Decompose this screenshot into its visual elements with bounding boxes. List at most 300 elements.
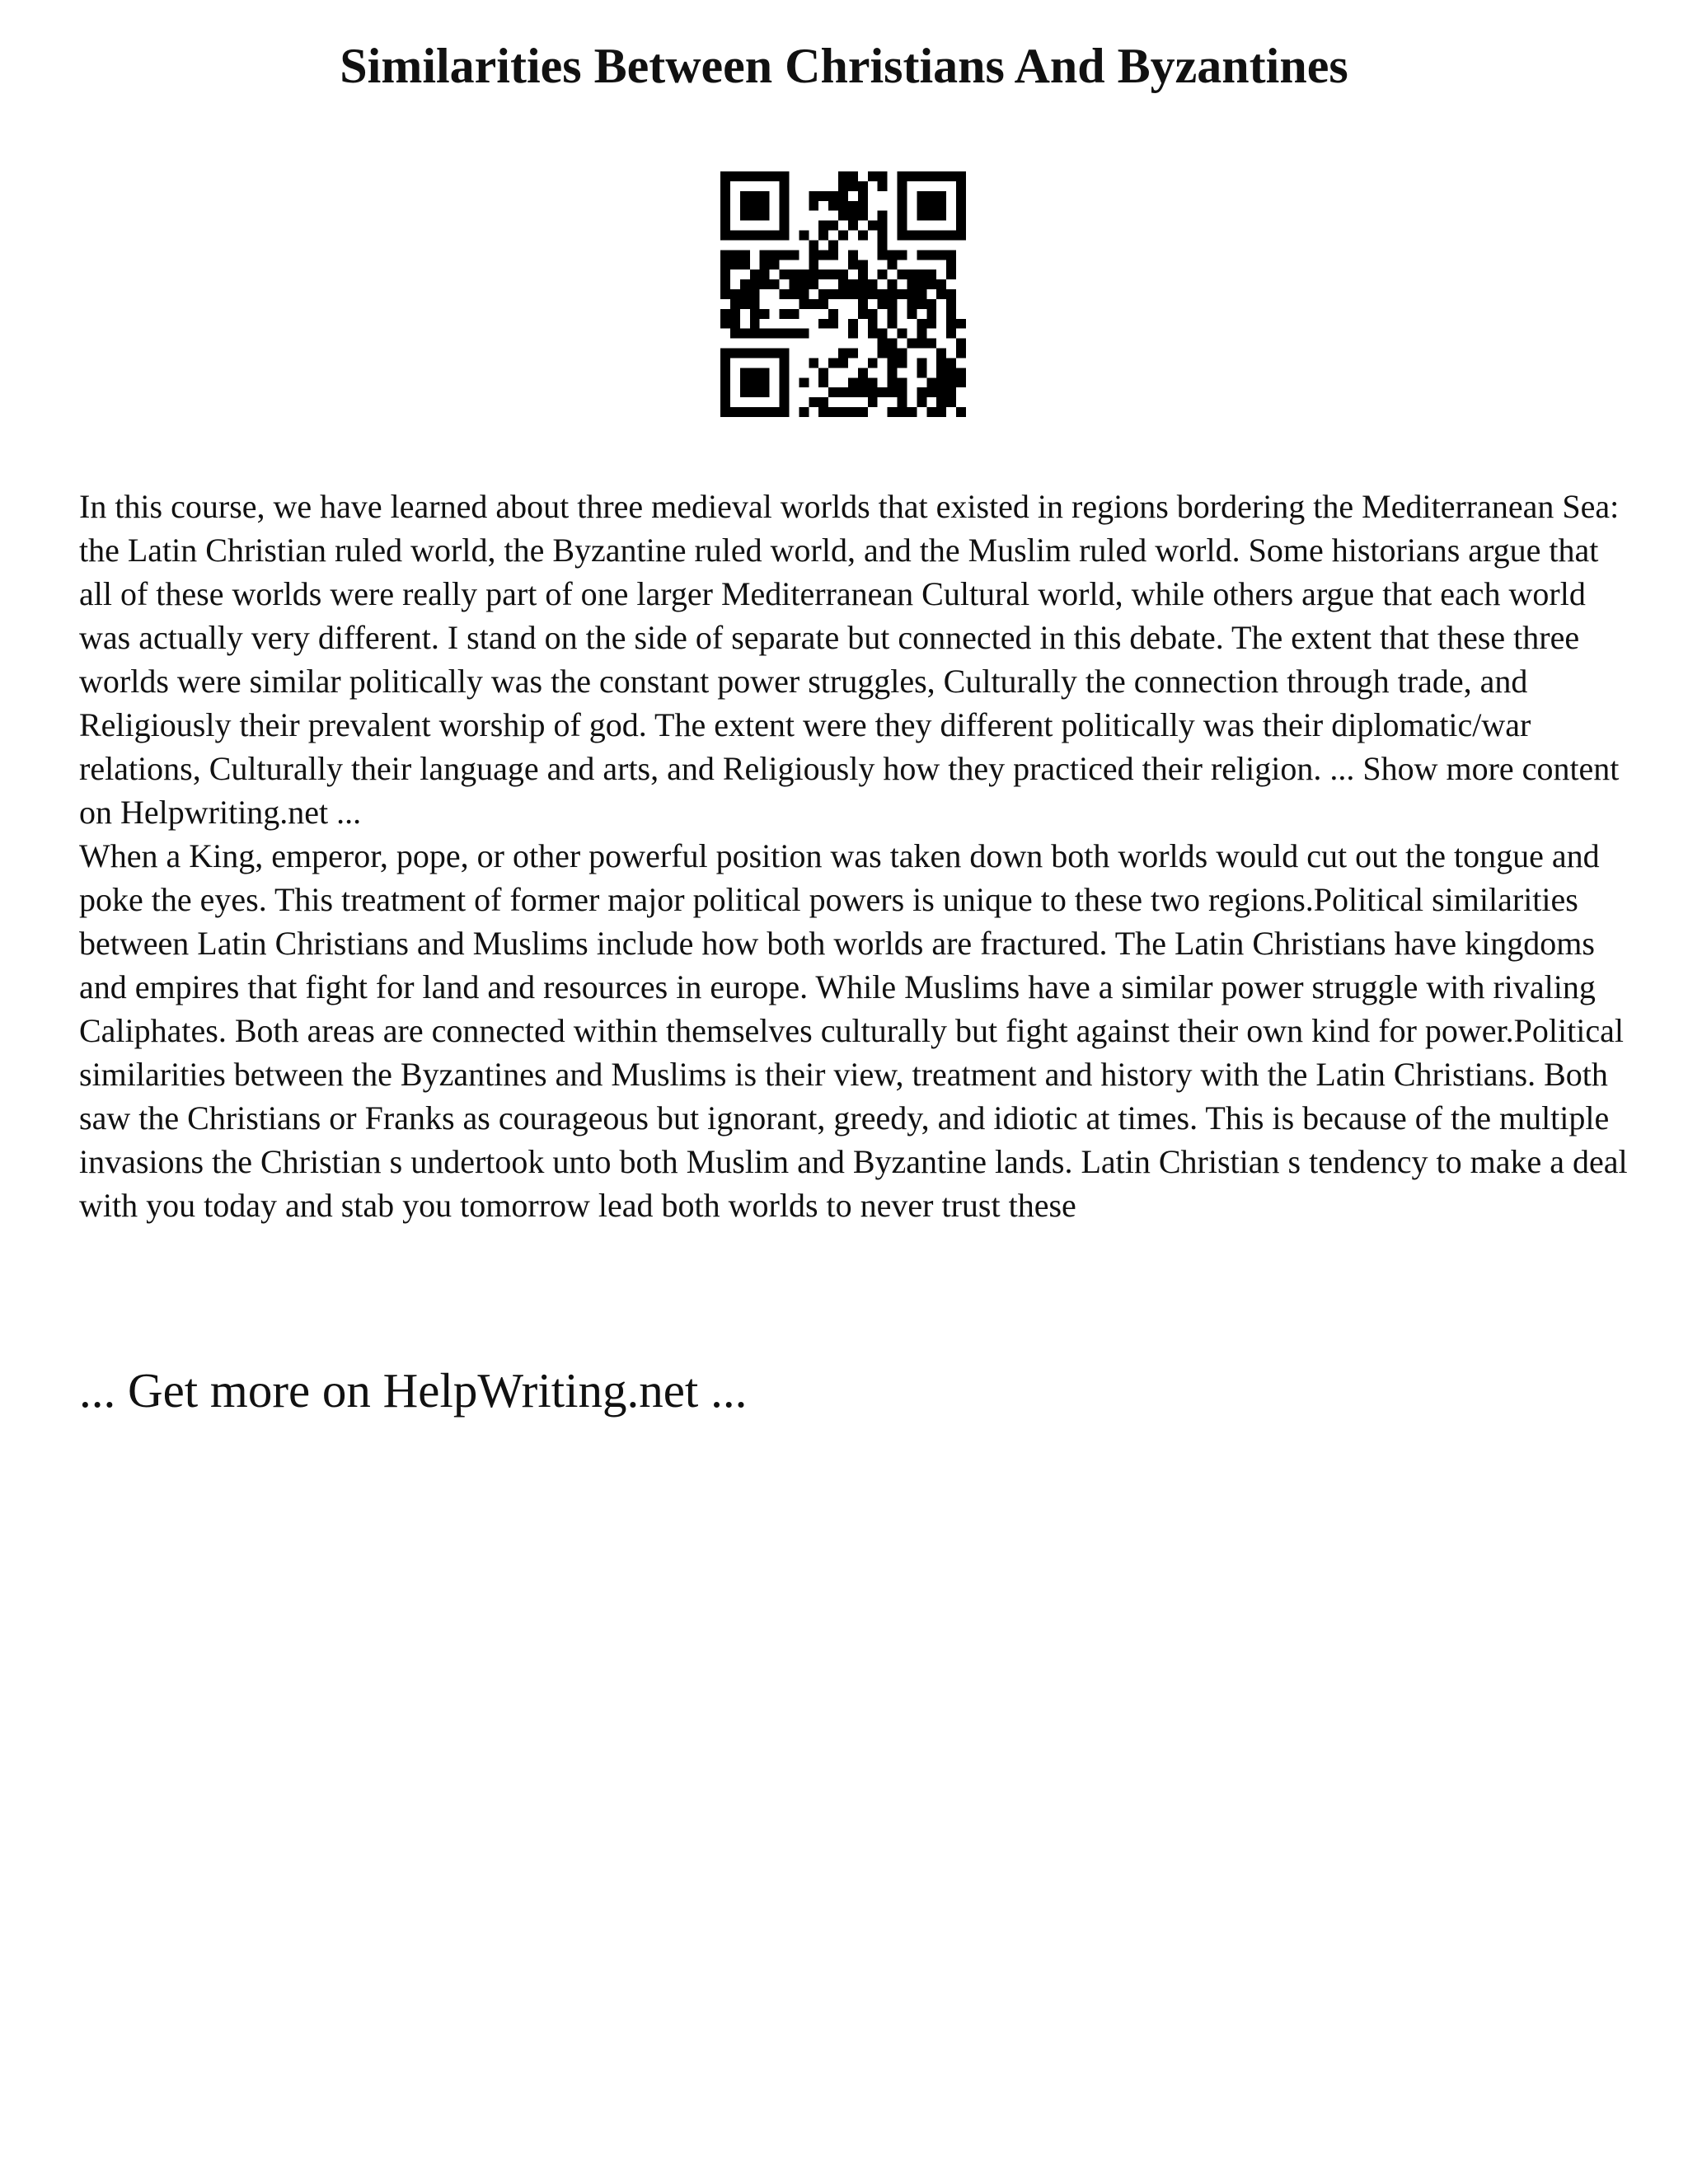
qr-module bbox=[750, 377, 760, 387]
qr-module bbox=[799, 329, 809, 339]
qr-module bbox=[848, 201, 858, 211]
qr-module bbox=[730, 260, 740, 269]
qr-module bbox=[740, 211, 750, 221]
qr-module bbox=[956, 201, 966, 211]
qr-module bbox=[720, 397, 730, 407]
qr-module bbox=[760, 309, 770, 319]
qr-module bbox=[720, 377, 730, 387]
qr-module bbox=[740, 289, 750, 299]
qr-module bbox=[868, 319, 878, 329]
qr-module bbox=[730, 250, 740, 260]
qr-module bbox=[917, 211, 926, 221]
qr-module bbox=[956, 368, 966, 377]
qr-module bbox=[789, 309, 799, 319]
qr-module bbox=[818, 397, 828, 407]
qr-code-icon bbox=[720, 171, 966, 417]
qr-module bbox=[888, 377, 898, 387]
qr-module bbox=[818, 299, 828, 309]
qr-module bbox=[926, 387, 936, 397]
qr-module bbox=[780, 377, 790, 387]
qr-module bbox=[799, 407, 809, 417]
qr-module bbox=[730, 299, 740, 309]
qr-module bbox=[888, 387, 898, 397]
qr-module bbox=[926, 201, 936, 211]
qr-module bbox=[858, 299, 868, 309]
qr-module bbox=[868, 397, 878, 407]
qr-module bbox=[780, 358, 790, 368]
qr-module bbox=[828, 319, 838, 329]
qr-module bbox=[907, 269, 917, 279]
qr-module bbox=[917, 250, 926, 260]
qr-module bbox=[868, 387, 878, 397]
qr-module bbox=[926, 377, 936, 387]
qr-module bbox=[848, 329, 858, 339]
qr-module bbox=[789, 329, 799, 339]
qr-module bbox=[848, 221, 858, 231]
qr-module bbox=[838, 387, 848, 397]
qr-module bbox=[740, 201, 750, 211]
qr-module bbox=[868, 358, 878, 368]
qr-module bbox=[898, 329, 907, 339]
qr-module bbox=[828, 387, 838, 397]
qr-module bbox=[898, 181, 907, 191]
qr-module bbox=[926, 231, 936, 241]
qr-module bbox=[956, 171, 966, 181]
qr-module bbox=[750, 171, 760, 181]
qr-module bbox=[956, 191, 966, 201]
qr-module bbox=[720, 181, 730, 191]
qr-module bbox=[740, 349, 750, 359]
qr-module bbox=[858, 387, 868, 397]
qr-module bbox=[818, 377, 828, 387]
article-body bbox=[79, 485, 1629, 1227]
qr-module bbox=[888, 250, 898, 260]
qr-module bbox=[888, 260, 898, 269]
qr-module bbox=[917, 279, 926, 289]
qr-module bbox=[780, 289, 790, 299]
qr-module bbox=[760, 191, 770, 201]
qr-module bbox=[740, 231, 750, 241]
qr-module bbox=[809, 299, 818, 309]
qr-module bbox=[780, 368, 790, 377]
qr-module bbox=[809, 240, 818, 250]
qr-module bbox=[907, 289, 917, 299]
qr-module bbox=[917, 299, 926, 309]
qr-module bbox=[888, 349, 898, 359]
qr-module bbox=[878, 289, 888, 299]
qr-module bbox=[720, 231, 730, 241]
qr-module bbox=[750, 279, 760, 289]
qr-module bbox=[868, 221, 878, 231]
qr-module bbox=[750, 289, 760, 299]
qr-module bbox=[848, 349, 858, 359]
qr-module bbox=[868, 377, 878, 387]
qr-module bbox=[868, 289, 878, 299]
qr-module bbox=[770, 231, 780, 241]
qr-module bbox=[888, 368, 898, 377]
qr-module bbox=[917, 191, 926, 201]
qr-module bbox=[809, 201, 818, 211]
qr-module bbox=[809, 269, 818, 279]
qr-module bbox=[946, 329, 956, 339]
qr-module bbox=[828, 191, 838, 201]
qr-module bbox=[740, 250, 750, 260]
qr-module bbox=[898, 250, 907, 260]
qr-module bbox=[936, 231, 946, 241]
qr-module bbox=[828, 221, 838, 231]
qr-module bbox=[936, 397, 946, 407]
qr-module bbox=[926, 191, 936, 201]
qr-module bbox=[809, 250, 818, 260]
qr-module bbox=[838, 289, 848, 299]
qr-module bbox=[946, 309, 956, 319]
qr-module bbox=[750, 201, 760, 211]
qr-module bbox=[868, 279, 878, 289]
qr-module bbox=[720, 289, 730, 299]
qr-module bbox=[720, 269, 730, 279]
qr-module bbox=[917, 368, 926, 377]
qr-module bbox=[898, 377, 907, 387]
qr-module bbox=[858, 289, 868, 299]
qr-module bbox=[740, 368, 750, 377]
qr-module bbox=[750, 368, 760, 377]
qr-module bbox=[838, 358, 848, 368]
qr-module bbox=[780, 250, 790, 260]
paragraph-intro: In this course, we have learned about three medieval worlds that existed in regions bordering the Mediterranean Sea: the Latin Christian ruled world, the Byzantine ruled world, and the Muslim ruled world. Some historians argue that all of these worlds were really part of one larger Mediterranean Cultural world, while others argue that each world was actually very different. I stand on the side of separate but connected in this debate. The extent that these three worlds were similar politically was the constant power struggles, Culturally the connection through trade, and Religiously their prevalent worship of god. The extent were they different politically was their diplomatic/war relations, Culturally their language and arts, and Religiously how they practiced their religion. ... Show more content on Helpwriting.net ... bbox=[79, 488, 1620, 831]
qr-module bbox=[926, 309, 936, 319]
qr-module bbox=[898, 211, 907, 221]
qr-module bbox=[946, 250, 956, 260]
qr-module bbox=[760, 250, 770, 260]
qr-module bbox=[878, 269, 888, 279]
qr-module bbox=[770, 329, 780, 339]
qr-module bbox=[878, 339, 888, 349]
qr-module bbox=[926, 407, 936, 417]
qr-module bbox=[917, 201, 926, 211]
qr-module bbox=[878, 250, 888, 260]
qr-module bbox=[936, 191, 946, 201]
qr-module bbox=[898, 171, 907, 181]
qr-module bbox=[760, 211, 770, 221]
qr-module bbox=[750, 387, 760, 397]
qr-module bbox=[780, 201, 790, 211]
qr-module bbox=[799, 269, 809, 279]
qr-module bbox=[730, 319, 740, 329]
paragraph-similarities: When a King, emperor, pope, or other powerful position was taken down both worlds would cut out the tongue and poke the eyes. This treatment of former major political powers is unique to these two regions.Political similarities between Latin Christians and Muslims include how both worlds are fractured. The Latin Christians have kingdoms and empires that fight for land and resources in europe. While Muslims have a similar power struggle with rivaling Caliphates. Both areas are connected within themselves culturally but fight against their own kind for power.Political similarities between the Byzantines and Muslims is their view, treatment and history with the Latin Christians. Both saw the Christians or Franks as courageous but ignorant, greedy, and idiotic at times. This is because of the multiple invasions the Christian s undertook unto both Muslim and Byzantine lands. Latin Christian s tendency to make a deal with you today and stab you tomorrow lead both worlds to never trust these bbox=[79, 837, 1628, 1224]
qr-module bbox=[838, 349, 848, 359]
qr-module bbox=[848, 250, 858, 260]
qr-module bbox=[828, 358, 838, 368]
qr-module bbox=[720, 387, 730, 397]
qr-module bbox=[858, 231, 868, 241]
qr-module bbox=[898, 407, 907, 417]
qr-module bbox=[956, 181, 966, 191]
qr-module bbox=[720, 211, 730, 221]
qr-module bbox=[720, 250, 730, 260]
qr-module bbox=[828, 250, 838, 260]
qr-module bbox=[858, 260, 868, 269]
qr-module bbox=[858, 407, 868, 417]
qr-module bbox=[858, 191, 868, 201]
qr-module bbox=[838, 181, 848, 191]
qr-module bbox=[799, 279, 809, 289]
qr-module bbox=[760, 171, 770, 181]
qr-module bbox=[799, 231, 809, 241]
qr-module bbox=[780, 407, 790, 417]
qr-module bbox=[828, 407, 838, 417]
qr-module bbox=[888, 339, 898, 349]
qr-module bbox=[740, 329, 750, 339]
qr-module bbox=[936, 368, 946, 377]
qr-module bbox=[917, 289, 926, 299]
qr-module bbox=[809, 397, 818, 407]
qr-module bbox=[799, 299, 809, 309]
qr-module bbox=[809, 191, 818, 201]
qr-module bbox=[868, 329, 878, 339]
qr-module bbox=[917, 339, 926, 349]
qr-module bbox=[956, 231, 966, 241]
qr-module bbox=[720, 201, 730, 211]
qr-module bbox=[946, 319, 956, 329]
qr-module bbox=[848, 377, 858, 387]
qr-module bbox=[720, 368, 730, 377]
qr-module bbox=[946, 368, 956, 377]
qr-module bbox=[878, 349, 888, 359]
qr-module bbox=[898, 397, 907, 407]
qr-module bbox=[809, 358, 818, 368]
qr-module bbox=[780, 269, 790, 279]
qr-module bbox=[926, 250, 936, 260]
qr-module bbox=[818, 368, 828, 377]
qr-module bbox=[720, 358, 730, 368]
qr-module bbox=[818, 231, 828, 241]
qr-module bbox=[936, 358, 946, 368]
qr-module bbox=[878, 231, 888, 241]
qr-module bbox=[828, 269, 838, 279]
qr-module bbox=[956, 407, 966, 417]
qr-module bbox=[760, 387, 770, 397]
qr-module bbox=[878, 181, 888, 191]
qr-module bbox=[818, 191, 828, 201]
qr-module bbox=[828, 201, 838, 211]
qr-module bbox=[888, 319, 898, 329]
qr-module bbox=[898, 349, 907, 359]
qr-module bbox=[956, 211, 966, 221]
qr-module bbox=[760, 201, 770, 211]
qr-module bbox=[770, 349, 780, 359]
qr-module bbox=[917, 231, 926, 241]
qr-module bbox=[946, 377, 956, 387]
qr-module bbox=[740, 377, 750, 387]
qr-module bbox=[936, 289, 946, 299]
qr-module bbox=[907, 299, 917, 309]
qr-module bbox=[878, 299, 888, 309]
qr-module bbox=[848, 171, 858, 181]
qr-module bbox=[818, 289, 828, 299]
qr-module bbox=[956, 349, 966, 359]
qr-module bbox=[936, 250, 946, 260]
qr-module bbox=[730, 329, 740, 339]
qr-module bbox=[838, 191, 848, 201]
qr-module bbox=[946, 260, 956, 269]
qr-module bbox=[828, 309, 838, 319]
qr-module bbox=[780, 397, 790, 407]
qr-module bbox=[780, 349, 790, 359]
qr-module bbox=[956, 319, 966, 329]
qr-module bbox=[888, 289, 898, 299]
qr-module bbox=[760, 279, 770, 289]
qr-module bbox=[760, 407, 770, 417]
qr-module bbox=[740, 191, 750, 201]
qr-module bbox=[926, 319, 936, 329]
qr-module bbox=[898, 269, 907, 279]
qr-module bbox=[750, 191, 760, 201]
qr-module bbox=[858, 211, 868, 221]
get-more-link[interactable]: ... Get more on HelpWriting.net ... bbox=[79, 1363, 748, 1418]
qr-module bbox=[780, 211, 790, 221]
qr-module bbox=[809, 279, 818, 289]
qr-module bbox=[946, 299, 956, 309]
qr-module bbox=[750, 407, 760, 417]
qr-module bbox=[838, 211, 848, 221]
qr-module bbox=[740, 279, 750, 289]
qr-module bbox=[917, 397, 926, 407]
qr-module bbox=[760, 329, 770, 339]
qr-module bbox=[760, 269, 770, 279]
qr-module bbox=[760, 349, 770, 359]
qr-module bbox=[740, 299, 750, 309]
qr-module bbox=[838, 231, 848, 241]
qr-module bbox=[780, 181, 790, 191]
qr-module bbox=[878, 387, 888, 397]
qr-module bbox=[789, 250, 799, 260]
qr-module bbox=[789, 269, 799, 279]
qr-module bbox=[926, 279, 936, 289]
qr-module bbox=[868, 309, 878, 319]
qr-module bbox=[848, 319, 858, 329]
qr-module bbox=[878, 221, 888, 231]
qr-module bbox=[838, 407, 848, 417]
qr-module bbox=[750, 329, 760, 339]
qr-module bbox=[720, 260, 730, 269]
qr-module bbox=[780, 231, 790, 241]
qr-module bbox=[720, 171, 730, 181]
qr-module bbox=[848, 260, 858, 269]
qr-module bbox=[720, 191, 730, 201]
qr-module bbox=[936, 279, 946, 289]
qr-module bbox=[898, 358, 907, 368]
qr-module bbox=[917, 319, 926, 329]
qr-module bbox=[789, 289, 799, 299]
qr-module bbox=[858, 269, 868, 279]
page-title: Similarities Between Christians And Byzantines bbox=[340, 39, 1348, 93]
qr-module bbox=[760, 260, 770, 269]
qr-module bbox=[878, 211, 888, 221]
qr-module bbox=[838, 279, 848, 289]
qr-module bbox=[818, 407, 828, 417]
qr-module bbox=[898, 387, 907, 397]
qr-module bbox=[770, 171, 780, 181]
qr-module bbox=[760, 368, 770, 377]
qr-module bbox=[720, 279, 730, 289]
qr-module bbox=[858, 368, 868, 377]
qr-module bbox=[730, 349, 740, 359]
qr-module bbox=[730, 289, 740, 299]
qr-module bbox=[799, 377, 809, 387]
qr-module bbox=[780, 387, 790, 397]
qr-module bbox=[926, 269, 936, 279]
qr-module bbox=[956, 221, 966, 231]
qr-module bbox=[878, 171, 888, 181]
qr-module bbox=[720, 319, 730, 329]
qr-module bbox=[720, 221, 730, 231]
qr-module bbox=[730, 309, 740, 319]
qr-module bbox=[858, 279, 868, 289]
qr-module bbox=[858, 377, 868, 387]
qr-module bbox=[818, 269, 828, 279]
qr-module bbox=[888, 407, 898, 417]
qr-module bbox=[848, 387, 858, 397]
qr-module bbox=[898, 221, 907, 231]
qr-module bbox=[740, 260, 750, 269]
qr-module bbox=[888, 299, 898, 309]
qr-module bbox=[828, 240, 838, 250]
qr-module bbox=[926, 339, 936, 349]
qr-module bbox=[770, 279, 780, 289]
qr-module bbox=[907, 309, 917, 319]
qr-module bbox=[936, 387, 946, 397]
qr-module bbox=[917, 358, 926, 368]
qr-module bbox=[809, 260, 818, 269]
qr-module bbox=[936, 201, 946, 211]
qr-module bbox=[789, 279, 799, 289]
qr-module bbox=[750, 211, 760, 221]
qr-module bbox=[720, 309, 730, 319]
qr-module bbox=[878, 329, 888, 339]
qr-module bbox=[760, 231, 770, 241]
qr-module bbox=[858, 181, 868, 191]
qr-module bbox=[770, 407, 780, 417]
qr-module bbox=[838, 171, 848, 181]
qr-module bbox=[926, 211, 936, 221]
qr-module bbox=[936, 211, 946, 221]
qr-module bbox=[946, 289, 956, 299]
qr-module bbox=[926, 171, 936, 181]
qr-module bbox=[888, 358, 898, 368]
qr-module bbox=[917, 171, 926, 181]
qr-module bbox=[770, 260, 780, 269]
qr-module bbox=[780, 329, 790, 339]
qr-module bbox=[780, 309, 790, 319]
qr-module bbox=[888, 279, 898, 289]
qr-module bbox=[898, 231, 907, 241]
qr-module bbox=[936, 349, 946, 359]
qr-module bbox=[907, 407, 917, 417]
qr-module bbox=[868, 171, 878, 181]
qr-module bbox=[888, 309, 898, 319]
qr-module bbox=[946, 387, 956, 397]
qr-module bbox=[730, 231, 740, 241]
qr-module bbox=[730, 407, 740, 417]
qr-module bbox=[780, 191, 790, 201]
qr-module bbox=[750, 299, 760, 309]
qr-module bbox=[818, 319, 828, 329]
qr-module bbox=[740, 171, 750, 181]
qr-module bbox=[750, 269, 760, 279]
qr-module bbox=[848, 289, 858, 299]
qr-module bbox=[760, 377, 770, 387]
qr-module bbox=[898, 191, 907, 201]
